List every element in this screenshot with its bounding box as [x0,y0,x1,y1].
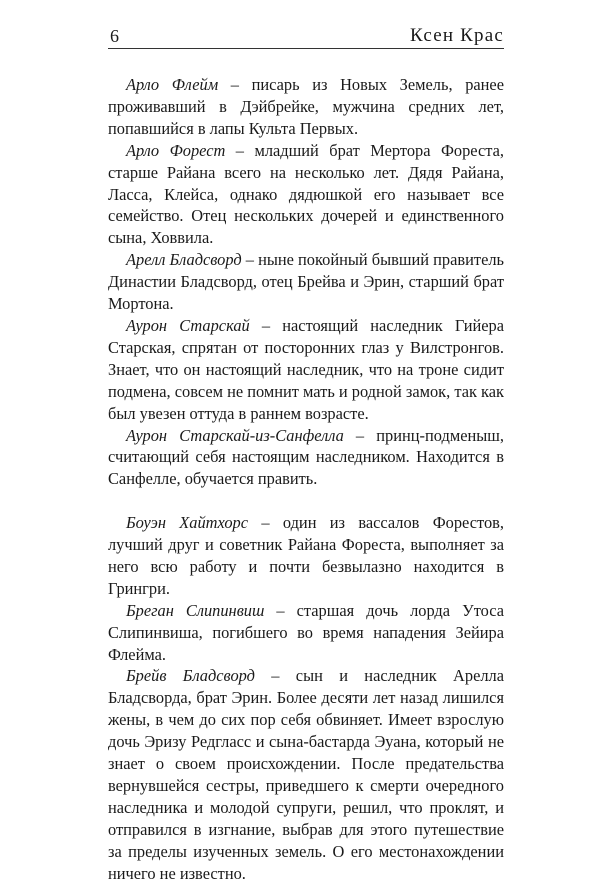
header-divider [108,48,504,49]
entry-description: – сын и наследник Арелла Бладсворда, брат Эрин. Более десяти лет назад лишился жены, в чем до сих пор себя обвиняет. Имеет взрослую дочь Эризу Редгласс и сына-бастарда Эуана, который не знает о своем происхождении. После предательства вернувшейся сестры, приведшего к смерти очередного наследника и молодой супруги, решил, что проклят, и отправился в изгнание, выбрав для этого путешествие за пределы изученных земель. О его местонахождении ничего не известно. [108,666,504,883]
glossary-entry [108,315,504,425]
entry-description: – ныне покойный бывший правитель Династии Бладсворд, отец Брейва и Эрин, старший брат Мортона. [108,250,505,314]
section-gap [108,490,504,512]
page-number: 6 [110,26,119,46]
entry-description: – младший брат Мертора Фореста, старше Райана всего на несколько лет. Дядя Райана, Ласса, Клейса, однако дядюшкой его называет все семейство. Отец нескольких дочерей и единственного сына, Ховвила. [108,140,504,248]
entry-name: Арло Флейм [126,75,219,94]
page-header [108,14,504,46]
entry-description: – принц-подменыш, считающий себя настоящим наследником. Находится в Санфелле, обучается править. [108,425,504,489]
entry-name: Арло Форест [126,140,226,160]
entry-name: Аурон Старскай [126,315,250,335]
entry-description: – настоящий наследник Гийера Старская, спрятан от посторонних глаз у Вилстронгов. Знает, что он настоящий наследник, что на троне сидит подмена, совсем не помнит мать и родной замок, так как был увезен оттуда в раннем возрасте. [108,315,504,423]
entry-description: – писарь из Новых Земель, ранее проживавший в Дэйбрейке, мужчина средних лет, попавшийся в лапы Культа Первых. [108,75,504,138]
glossary-entry [108,665,504,884]
glossary-text [108,74,504,885]
glossary-entry [108,425,504,491]
entry-name: Аурон Старскай-из-Санфелла [126,425,344,445]
entry-description: – один из вассалов Форестов, лучший друг и советник Райана Фореста, выполняет за него всю работу и почти безвылазно находится в Грингри. [108,513,504,598]
glossary-entry [108,140,504,250]
glossary-entry [108,600,504,666]
running-title: Ксен Крас [409,25,504,46]
entry-name: Брейв Бладсворд [126,666,255,686]
glossary-entry [108,74,504,140]
entry-name: Бреган Слипинвиш [126,600,265,620]
entry-description: – старшая дочь лорда Утоса Слипинвиша, погибшего во время нападения Зейира Флейма. [108,600,504,664]
glossary-entry [108,512,504,600]
entry-name: Арелл Бладсворд [126,250,242,270]
entry-name: Боуэн Хайтхорс [126,513,249,533]
glossary-entry [108,249,504,315]
